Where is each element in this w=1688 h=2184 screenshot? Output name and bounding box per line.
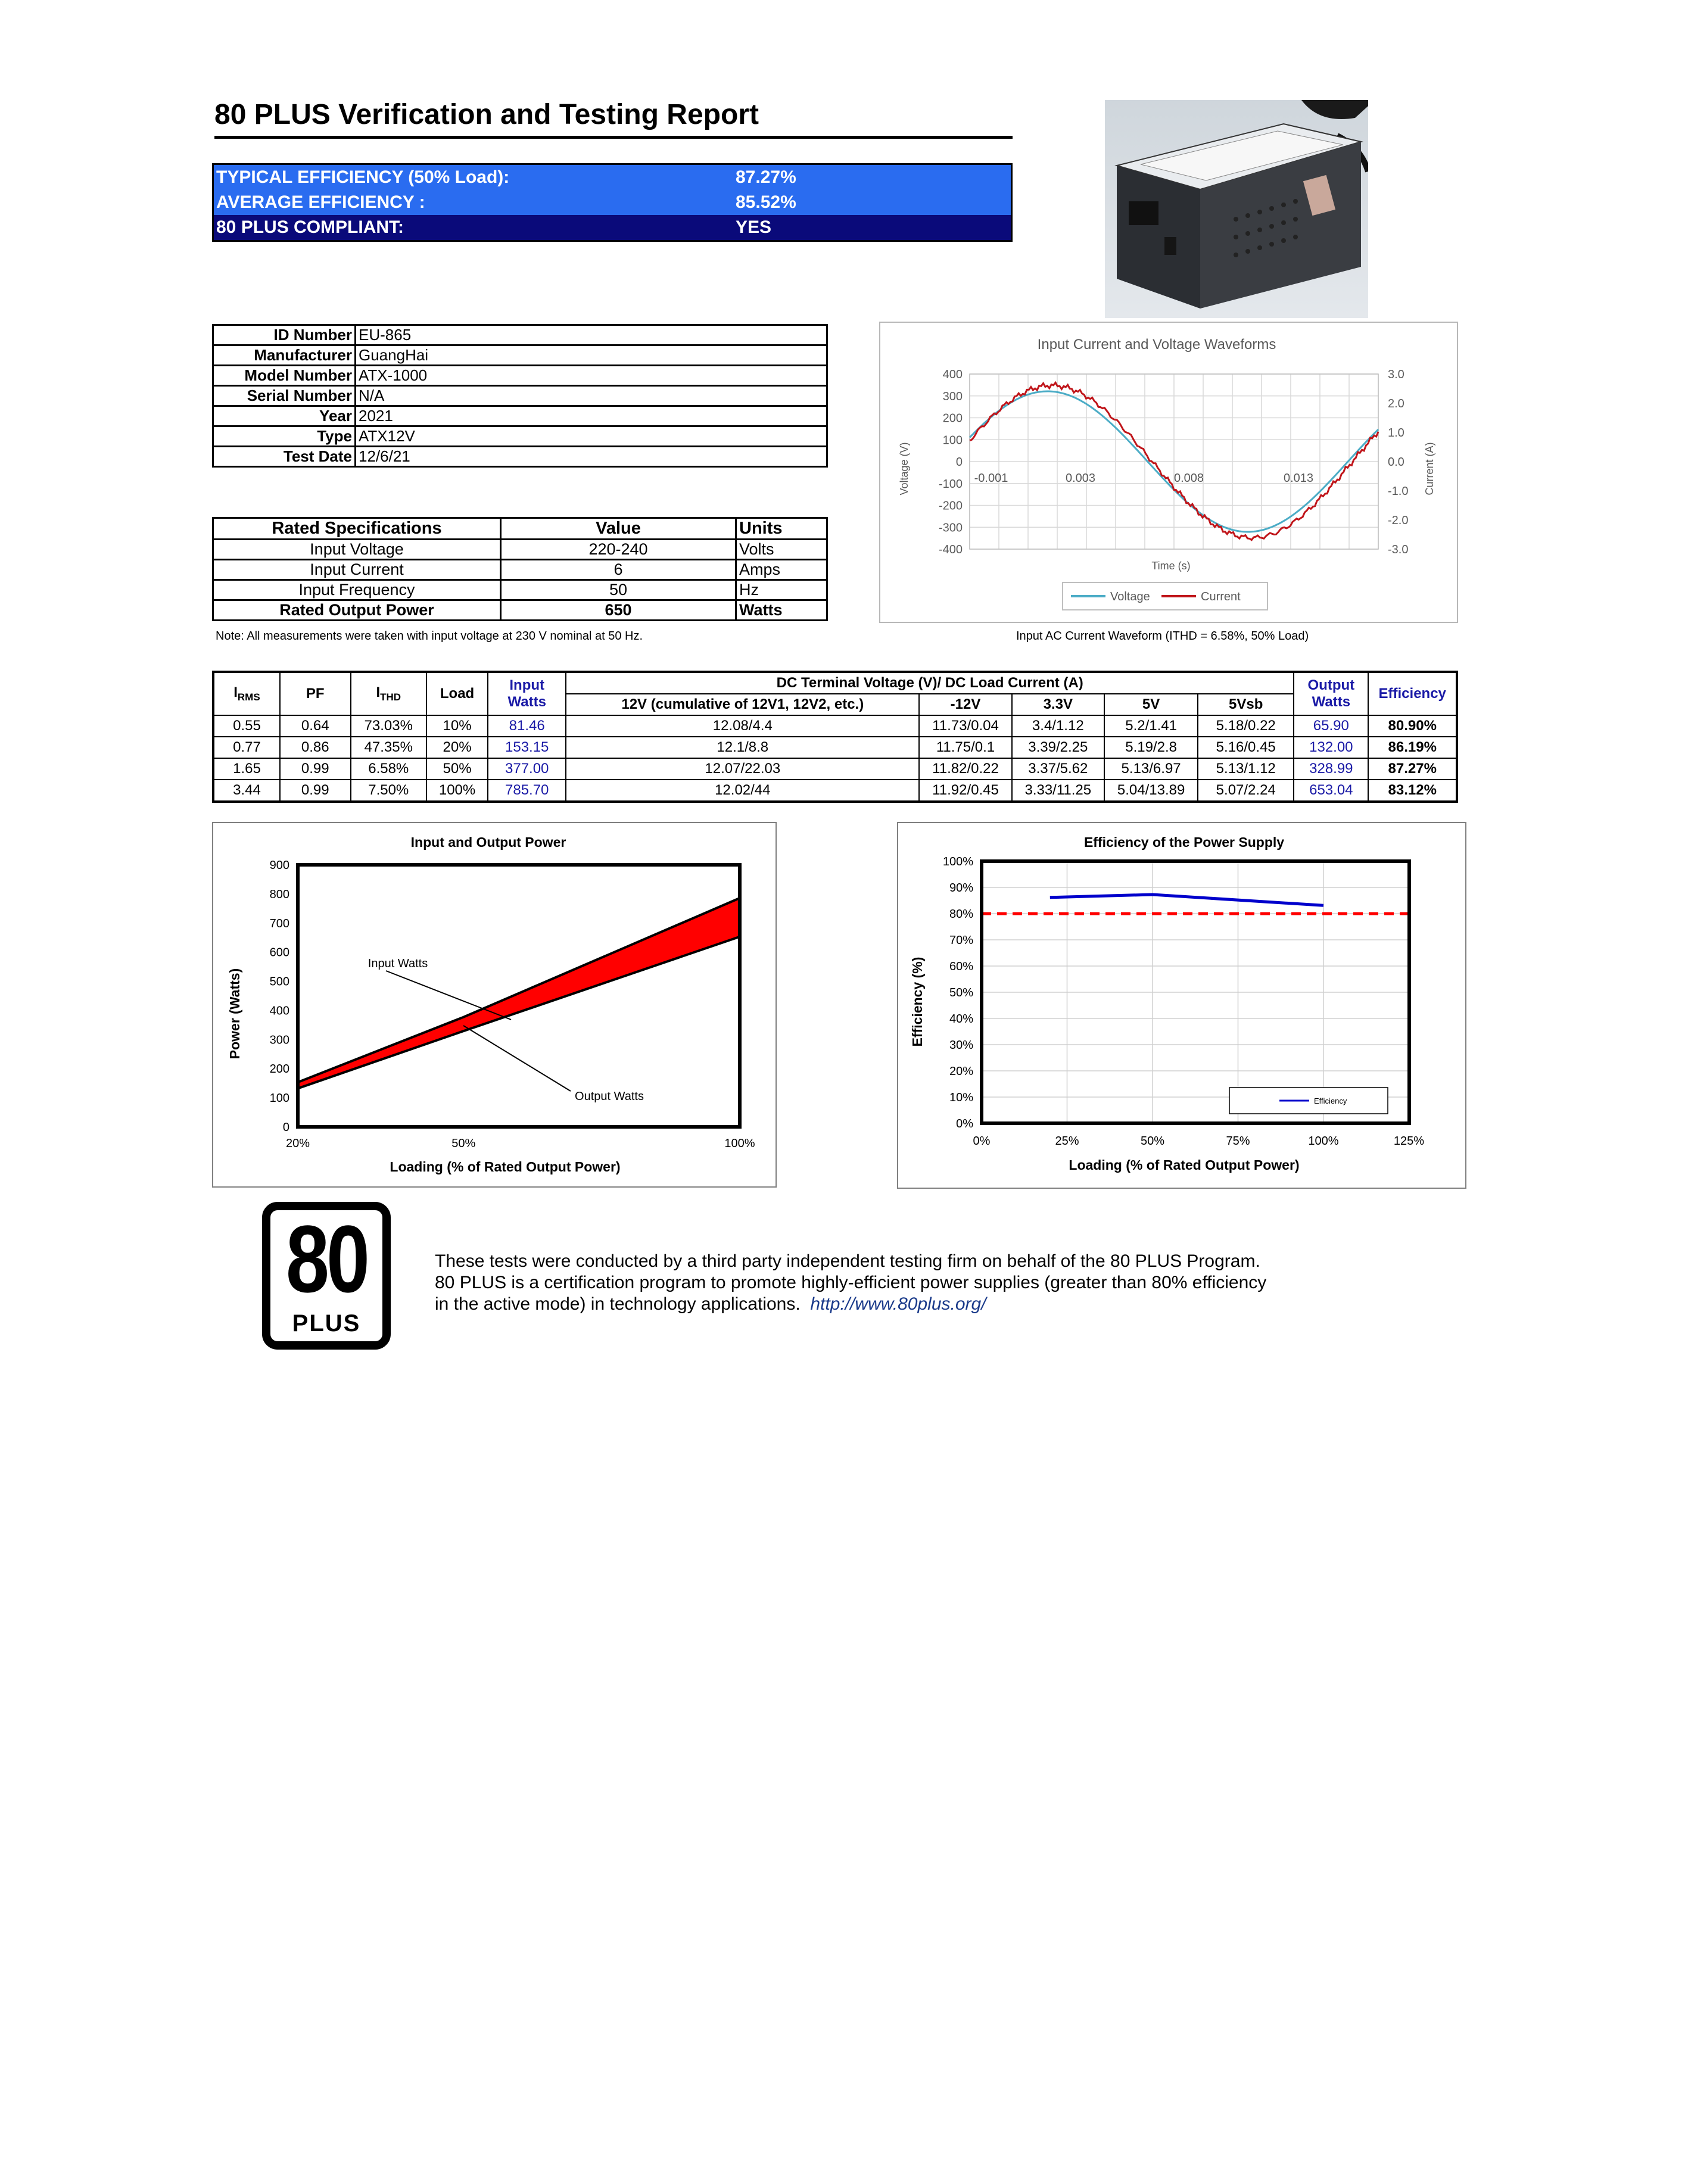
power-supply-photo xyxy=(1105,100,1368,318)
cell-v33: 3.39/2.25 xyxy=(1012,737,1104,758)
header-3v3: 3.3V xyxy=(1012,694,1104,715)
identity-value: GuangHai xyxy=(356,345,827,366)
identity-value: N/A xyxy=(356,386,827,406)
identity-key: Model Number xyxy=(213,366,356,386)
specs-header-value: Value xyxy=(501,518,736,540)
power-y-tick: 600 xyxy=(269,946,289,959)
cell-output: 132.00 xyxy=(1294,737,1368,758)
waveform-left-tick: 0 xyxy=(955,456,963,469)
cell-load: 50% xyxy=(426,758,488,780)
waveform-ylabel-left: Voltage (V) xyxy=(898,442,910,496)
waveform-x-tick: 0.003 xyxy=(1065,472,1096,485)
cell-v5: 5.04/13.89 xyxy=(1104,780,1198,802)
power-y-tick: 900 xyxy=(269,859,289,872)
input-watts-callout: Input Watts xyxy=(368,957,428,970)
identity-key: Year xyxy=(213,406,356,426)
measurement-note: Note: All measurements were taken with input voltage at 230 V nominal at 50 Hz. xyxy=(216,630,643,643)
output-watts-callout: Output Watts xyxy=(575,1090,644,1103)
spec-value: 50 xyxy=(501,580,736,600)
cell-v5: 5.13/6.97 xyxy=(1104,758,1198,780)
waveform-left-tick: -300 xyxy=(938,521,963,535)
test-results-table xyxy=(212,671,1458,803)
header-dc-terminal: DC Terminal Voltage (V)/ DC Load Current (A) xyxy=(566,672,1294,694)
voltage-legend-label: Voltage xyxy=(1110,590,1150,603)
cell-irms: 0.77 xyxy=(213,737,280,758)
cell-output: 65.90 xyxy=(1294,715,1368,737)
footer-text xyxy=(435,1251,1266,1315)
spec-unit: Amps xyxy=(736,560,827,580)
waveform-x-tick: -0.001 xyxy=(974,472,1008,485)
cell-input: 153.15 xyxy=(488,737,566,758)
cell-load: 20% xyxy=(426,737,488,758)
identity-row xyxy=(213,325,827,345)
waveform-right-tick: -1.0 xyxy=(1388,485,1409,498)
cell-eff: 87.27% xyxy=(1368,758,1457,780)
identity-value: 12/6/21 xyxy=(356,447,827,467)
title-underline xyxy=(214,136,1013,139)
cell-eff: 83.12% xyxy=(1368,780,1457,802)
compliance-label: 80 PLUS COMPLIANT: xyxy=(216,217,404,237)
waveform-right-tick: 2.0 xyxy=(1388,397,1404,410)
header-efficiency: Efficiency xyxy=(1368,672,1457,715)
cell-output: 653.04 xyxy=(1294,780,1368,802)
efficiency-chart-title: Efficiency of the Power Supply xyxy=(1083,834,1285,850)
waveform-left-tick: 200 xyxy=(942,412,963,425)
cell-m12: 11.92/0.45 xyxy=(919,780,1011,802)
waveform-caption: Input AC Current Waveform (ITHD = 6.58%, 50% Load) xyxy=(1016,630,1309,643)
waveform-title: Input Current and Voltage Waveforms xyxy=(1037,337,1276,353)
efficiency-x-tick: 25% xyxy=(1055,1135,1079,1148)
cell-load: 100% xyxy=(426,780,488,802)
efficiency-y-tick: 60% xyxy=(949,960,973,973)
waveform-right-tick: 3.0 xyxy=(1388,368,1404,381)
header-input-watts: Input Watts xyxy=(488,672,566,715)
identity-key: Serial Number xyxy=(213,386,356,406)
waveform-left-tick: 300 xyxy=(942,390,963,403)
cell-ithd: 7.50% xyxy=(351,780,426,802)
cell-m12: 11.75/0.1 xyxy=(919,737,1011,758)
spec-row xyxy=(213,540,827,560)
power-chart-xlabel: Loading (% of Rated Output Power) xyxy=(390,1159,621,1174)
efficiency-y-tick: 0% xyxy=(956,1117,973,1130)
table-row xyxy=(213,715,1457,737)
spec-name: Rated Output Power xyxy=(213,600,501,621)
efficiency-legend-label: Efficiency xyxy=(1314,1096,1347,1105)
header-output-watts: Output Watts xyxy=(1294,672,1368,715)
cell-v12: 12.08/4.4 xyxy=(566,715,919,737)
power-y-tick: 200 xyxy=(269,1063,289,1076)
power-chart xyxy=(212,822,777,1188)
spec-unit: Volts xyxy=(736,540,827,560)
power-x-tick: 100% xyxy=(724,1137,755,1150)
efficiency-y-tick: 50% xyxy=(949,986,973,999)
waveform-left-tick: 400 xyxy=(942,368,963,381)
cell-irms: 3.44 xyxy=(213,780,280,802)
identity-value: 2021 xyxy=(356,406,827,426)
specs-header-name: Rated Specifications xyxy=(213,518,501,540)
waveform-right-tick: -2.0 xyxy=(1388,514,1409,527)
input-watts-line xyxy=(298,898,740,1082)
specs-header-units: Units xyxy=(736,518,827,540)
cell-v12: 12.02/44 xyxy=(566,780,919,802)
cell-pf: 0.64 xyxy=(280,715,351,737)
spec-name: Input Frequency xyxy=(213,580,501,600)
cell-v33: 3.37/5.62 xyxy=(1012,758,1104,780)
footer-line-1: These tests were conducted by a third party independent testing firm on behalf of the 80 PLUS Program. xyxy=(435,1251,1260,1271)
cell-v5: 5.2/1.41 xyxy=(1104,715,1198,737)
cell-m12: 11.73/0.04 xyxy=(919,715,1011,737)
spec-value: 650 xyxy=(501,600,736,621)
efficiency-x-tick: 100% xyxy=(1308,1135,1339,1148)
power-chart-ylabel: Power (Watts) xyxy=(227,968,242,1060)
efficiency-x-tick: 50% xyxy=(1140,1135,1165,1148)
cell-v5sb: 5.13/1.12 xyxy=(1198,758,1294,780)
identity-row xyxy=(213,447,827,467)
identity-key: ID Number xyxy=(213,325,356,345)
header-5vsb: 5Vsb xyxy=(1198,694,1294,715)
identity-value: EU-865 xyxy=(356,325,827,345)
spec-unit: Hz xyxy=(736,580,827,600)
efficiency-y-tick: 30% xyxy=(949,1039,973,1052)
output-watts-line xyxy=(298,937,740,1089)
power-y-tick: 500 xyxy=(269,975,289,989)
identity-row xyxy=(213,386,827,406)
cell-pf: 0.99 xyxy=(280,758,351,780)
identity-key: Manufacturer xyxy=(213,345,356,366)
power-y-tick: 300 xyxy=(269,1033,289,1047)
spec-name: Input Voltage xyxy=(213,540,501,560)
power-x-tick: 50% xyxy=(451,1137,476,1150)
cell-v33: 3.33/11.25 xyxy=(1012,780,1104,802)
cell-input: 81.46 xyxy=(488,715,566,737)
power-y-tick: 700 xyxy=(269,917,289,930)
header-load: Load xyxy=(426,672,488,715)
spec-name: Input Current xyxy=(213,560,501,580)
spec-value: 6 xyxy=(501,560,736,580)
cell-ithd: 6.58% xyxy=(351,758,426,780)
efficiency-y-tick: 100% xyxy=(942,855,973,868)
waveform-x-tick: 0.008 xyxy=(1173,472,1204,485)
efficiency-chart-ylabel: Efficiency (%) xyxy=(910,957,925,1047)
cell-ithd: 47.35% xyxy=(351,737,426,758)
power-y-tick: 0 xyxy=(282,1121,289,1134)
typical-efficiency-label: TYPICAL EFFICIENCY (50% Load): xyxy=(216,167,510,187)
output-watts-callout-line xyxy=(463,1026,571,1091)
identity-table xyxy=(212,324,828,468)
typical-efficiency-value: 87.27% xyxy=(736,167,796,187)
waveform-right-tick: 0.0 xyxy=(1388,456,1404,469)
cell-pf: 0.99 xyxy=(280,780,351,802)
logo-plus-text: PLUS xyxy=(292,1310,361,1336)
power-y-tick: 400 xyxy=(269,1004,289,1018)
header-pf: PF xyxy=(280,672,351,715)
cell-v5sb: 5.18/0.22 xyxy=(1198,715,1294,737)
efficiency-y-tick: 10% xyxy=(949,1091,973,1104)
spec-row xyxy=(213,580,827,600)
table-row xyxy=(213,758,1457,780)
header-12v: 12V (cumulative of 12V1, 12V2, etc.) xyxy=(566,694,919,715)
waveform-left-tick: -400 xyxy=(938,543,963,556)
cell-irms: 0.55 xyxy=(213,715,280,737)
average-efficiency-value: 85.52% xyxy=(736,192,796,212)
table-row xyxy=(213,780,1457,802)
rated-specs-table xyxy=(212,517,828,621)
waveform-left-tick: -100 xyxy=(938,477,963,491)
power-y-tick: 100 xyxy=(269,1092,289,1105)
header-irms: $I_{RMS}$ xyxy=(213,672,280,715)
waveform-xlabel: Time (s) xyxy=(1151,560,1191,572)
cell-input: 785.70 xyxy=(488,780,566,802)
efficiency-x-tick: 125% xyxy=(1393,1135,1425,1148)
cell-input: 377.00 xyxy=(488,758,566,780)
footer-line-2: 80 PLUS is a certification program to promote highly-efficient power supplies (greater than 80% efficiency xyxy=(435,1273,1267,1292)
waveform-right-tick: 1.0 xyxy=(1388,426,1404,440)
efficiency-chart xyxy=(897,822,1466,1189)
identity-row xyxy=(213,426,827,447)
cell-irms: 1.65 xyxy=(213,758,280,780)
efficiency-summary xyxy=(212,163,1013,242)
cell-v12: 12.07/22.03 xyxy=(566,758,919,780)
cell-eff: 86.19% xyxy=(1368,737,1457,758)
cell-ithd: 73.03% xyxy=(351,715,426,737)
power-x-tick: 20% xyxy=(285,1137,310,1150)
efficiency-y-tick: 20% xyxy=(949,1065,973,1078)
spec-value: 220-240 xyxy=(501,540,736,560)
waveform-left-tick: 100 xyxy=(942,434,963,447)
header-minus12v: -12V xyxy=(919,694,1011,715)
table-row xyxy=(213,737,1457,758)
waveform-chart xyxy=(879,322,1458,623)
cell-load: 10% xyxy=(426,715,488,737)
power-chart-title: Input and Output Power xyxy=(410,834,566,850)
efficiency-x-tick: 0% xyxy=(973,1135,991,1148)
cell-v5sb: 5.07/2.24 xyxy=(1198,780,1294,802)
compliance-row xyxy=(214,215,1011,240)
header-ithd: $I_{THD}$ xyxy=(351,672,426,715)
spec-unit: Watts xyxy=(736,600,827,621)
average-efficiency-row xyxy=(214,190,1011,215)
80plus-logo xyxy=(262,1202,391,1350)
header-5v: 5V xyxy=(1104,694,1198,715)
efficiency-y-tick: 90% xyxy=(949,881,973,895)
identity-key: Type xyxy=(213,426,356,447)
identity-key: Test Date xyxy=(213,447,356,467)
efficiency-series-line xyxy=(1050,895,1323,905)
typical-efficiency-row xyxy=(214,165,1011,190)
cell-v5: 5.19/2.8 xyxy=(1104,737,1198,758)
efficiency-x-tick: 75% xyxy=(1226,1135,1250,1148)
footer-line-3: in the active mode) in technology applications. http://www.80plus.org/ xyxy=(435,1294,986,1314)
spec-row xyxy=(213,600,827,621)
waveform-x-tick: 0.013 xyxy=(1283,472,1314,485)
efficiency-y-tick: 40% xyxy=(949,1012,973,1026)
cell-m12: 11.82/0.22 xyxy=(919,758,1011,780)
average-efficiency-label: AVERAGE EFFICIENCY : xyxy=(216,192,425,212)
identity-value: ATX-1000 xyxy=(356,366,827,386)
cell-eff: 80.90% xyxy=(1368,715,1457,737)
identity-row xyxy=(213,345,827,366)
efficiency-chart-xlabel: Loading (% of Rated Output Power) xyxy=(1069,1157,1300,1173)
identity-row xyxy=(213,366,827,386)
cell-pf: 0.86 xyxy=(280,737,351,758)
waveform-right-tick: -3.0 xyxy=(1388,543,1409,556)
input-watts-callout-line xyxy=(386,971,511,1020)
efficiency-y-tick: 80% xyxy=(949,908,973,921)
cell-v33: 3.4/1.12 xyxy=(1012,715,1104,737)
waveform-left-tick: -200 xyxy=(938,499,963,513)
current-legend-label: Current xyxy=(1201,590,1241,603)
spec-row xyxy=(213,560,827,580)
compliance-value: YES xyxy=(736,217,772,237)
identity-value: ATX12V xyxy=(356,426,827,447)
80plus-website-link[interactable]: http://www.80plus.org/ xyxy=(810,1294,986,1314)
cell-output: 328.99 xyxy=(1294,758,1368,780)
identity-row xyxy=(213,406,827,426)
waveform-ylabel-right: Current (A) xyxy=(1424,442,1435,496)
power-y-tick: 800 xyxy=(269,887,289,901)
efficiency-y-tick: 70% xyxy=(949,934,973,947)
cell-v12: 12.1/8.8 xyxy=(566,737,919,758)
logo-number: 80 xyxy=(285,1205,368,1312)
report-title: 80 PLUS Verification and Testing Report xyxy=(214,99,759,130)
cell-v5sb: 5.16/0.45 xyxy=(1198,737,1294,758)
